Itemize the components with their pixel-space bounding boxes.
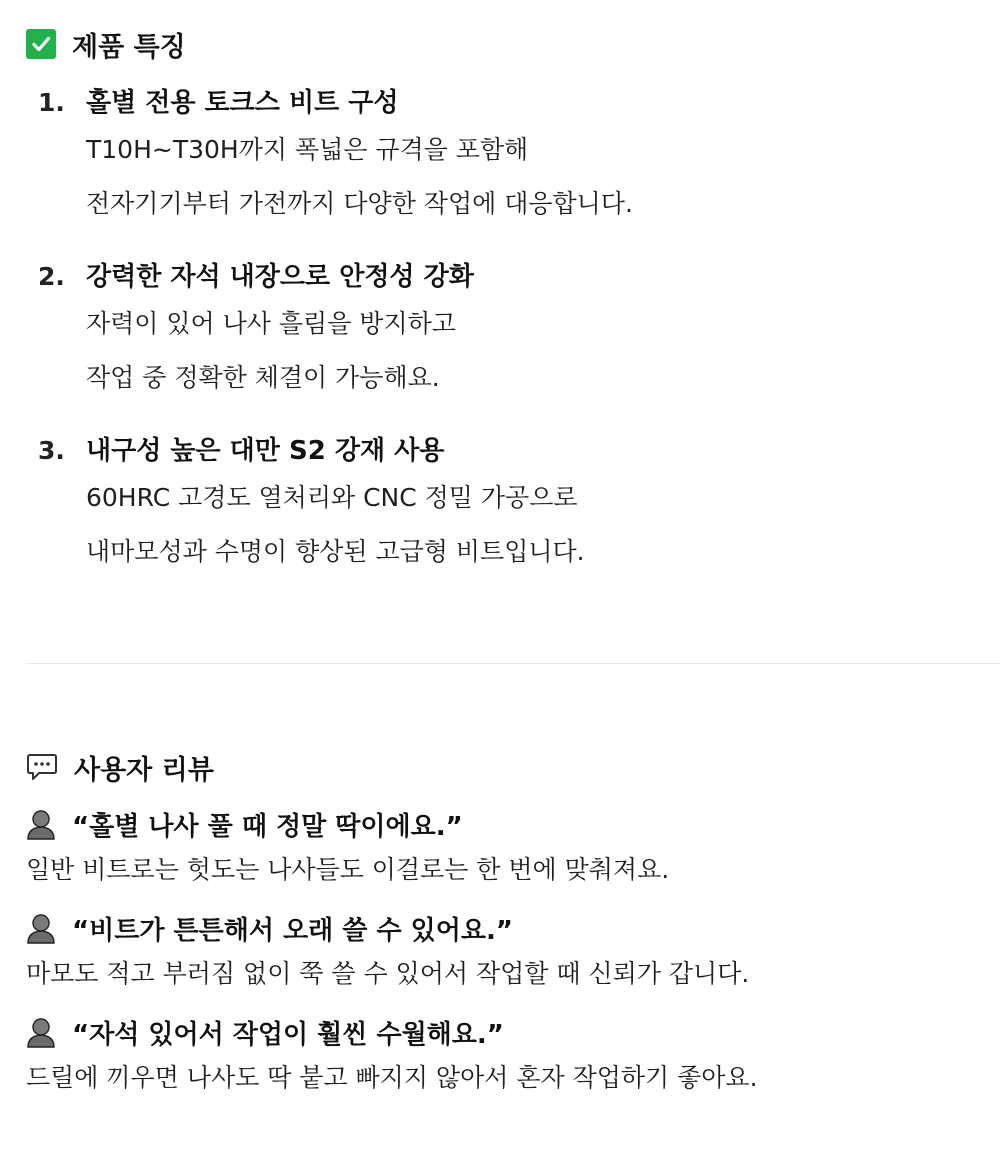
feature-item-1	[38, 84, 986, 230]
review-quote: “홀별 나사 풀 때 정말 딱이에요.”	[72, 811, 463, 842]
review-item-1	[26, 804, 986, 894]
check-mark-button-icon	[26, 29, 56, 59]
section-divider	[26, 663, 1000, 664]
feature-item-3	[38, 432, 986, 578]
review-body: 마모도 적고 부러짐 없이 쭉 쓸 수 있어서 작업할 때 신뢰가 갑니다.	[26, 959, 750, 988]
review-quote: “비트가 튼튼해서 오래 쓸 수 있어요.”	[72, 915, 513, 946]
review-body: 일반 비트로는 헛도는 나사들도 이걸로는 한 번에 맞춰져요.	[26, 855, 670, 884]
reviews-title-row	[26, 744, 986, 790]
feature-number: 1.	[38, 88, 65, 117]
person-silhouette-icon	[26, 912, 56, 944]
feature-description-line: 내마모성과 수명이 향상된 고급형 비트입니다.	[86, 537, 585, 566]
feature-description-line: 자력이 있어 나사 흘림을 방지하고	[86, 309, 456, 338]
person-silhouette-icon	[26, 808, 56, 840]
feature-list	[26, 84, 986, 578]
person-silhouette-icon	[26, 1016, 56, 1048]
reviews-title: 사용자 리뷰	[74, 754, 214, 786]
review-quote-row	[26, 1012, 986, 1052]
review-quote-row	[26, 804, 986, 844]
feature-number: 2.	[38, 262, 65, 291]
features-section	[26, 22, 986, 606]
feature-item-2	[38, 258, 986, 404]
feature-description-line: 60HRC 고경도 열처리와 CNC 정밀 가공으로	[86, 483, 578, 512]
review-body: 드릴에 끼우면 나사도 딱 붙고 빠지지 않아서 혼자 작업하기 좋아요.	[26, 1063, 758, 1092]
feature-description-line: 작업 중 정확한 체결이 가능해요.	[86, 363, 440, 392]
review-item-3	[26, 1012, 986, 1102]
review-item-2	[26, 908, 986, 998]
feature-description-line: 전자기기부터 가전까지 다양한 작업에 대응합니다.	[86, 189, 633, 218]
reviews-section	[26, 744, 986, 1102]
review-quote: “자석 있어서 작업이 훨씬 수월해요.”	[72, 1019, 504, 1050]
feature-description-line: T10H~T30H까지 폭넓은 규격을 포함해	[86, 135, 529, 164]
feature-heading: 홀별 전용 토크스 비트 구성	[86, 88, 399, 118]
feature-heading: 내구성 높은 대만 S2 강재 사용	[86, 436, 445, 466]
features-title-row	[26, 22, 986, 66]
features-title: 제품 특징	[72, 31, 186, 63]
feature-heading: 강력한 자석 내장으로 안정성 강화	[86, 262, 474, 292]
speech-balloon-icon	[26, 752, 58, 782]
feature-number: 3.	[38, 436, 65, 465]
review-quote-row	[26, 908, 986, 948]
